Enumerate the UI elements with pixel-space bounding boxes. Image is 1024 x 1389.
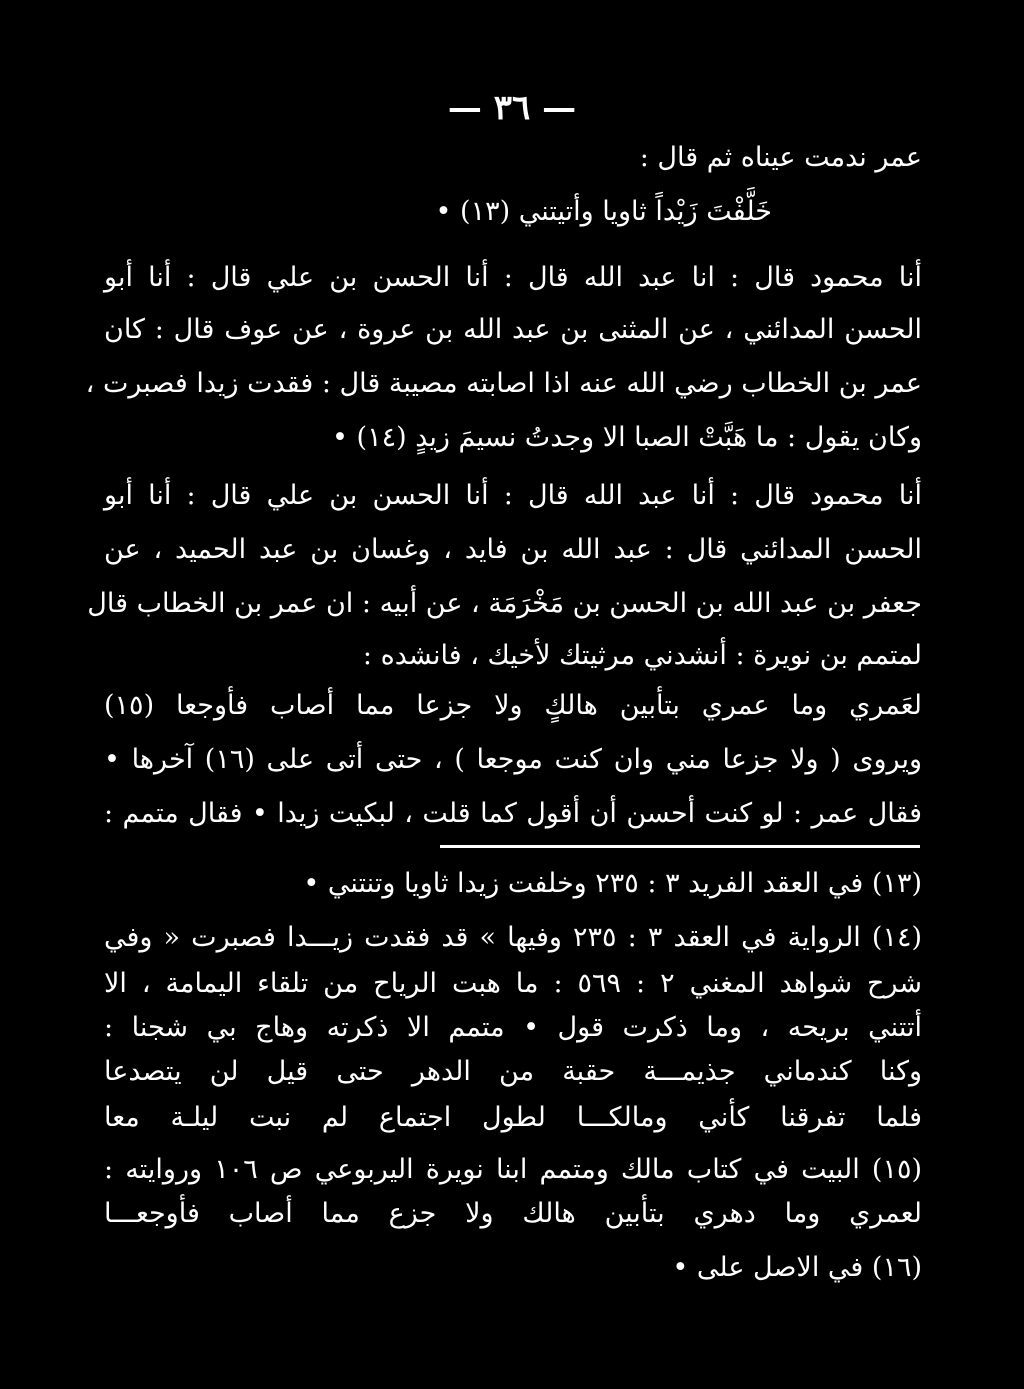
footnote-line: (١٦) في الاصل على • <box>672 1252 922 1283</box>
body-line: الحسن المدائني ، عن المثنى بن عبد الله بن عروة ، عن عوف قال : كان <box>104 314 922 345</box>
body-line: فقال عمر : لو كنت أحسن أن أقول كما قلت ، لبكيت زيدا • فقال متمم : <box>104 798 922 829</box>
footnote-line: شرح شواهد المغني ٢ : ٥٦٩ : ما هبت الرياح من تلقاء اليمامة ، الا <box>104 968 922 999</box>
footnote-divider <box>440 845 920 848</box>
body-line: أنا محمود قال : انا عبد الله قال : أنا الحسن بن علي قال : أنا أبو <box>104 262 922 293</box>
body-line: الحسن المدائني قال : عبد الله بن فايد ، وغسان بن عبد الحميد ، عن <box>104 534 922 565</box>
body-line: لمتمم بن نويرة : أنشدني مرثيتك لأخيك ، فانشده : <box>362 640 922 671</box>
body-line: عمر ندمت عيناه ثم قال : <box>639 142 922 173</box>
footnote-verse: لعمري وما دهري بتأبين هالك ولا جزع مما أصاب فأوجعـــا <box>104 1198 922 1229</box>
footnote-line: (١٣) في العقد الفريد ٣ : ٢٣٥ وخلفت زيدا ثاويا وتنتني • <box>303 868 922 899</box>
footnote-verse: فلما تفرقنا كأني ومالكـــا لطول اجتماع لم نبت ليلـة معا <box>104 1102 922 1133</box>
footnote-line: (١٥) البيت في كتاب مالك ومتمم ابنا نويرة اليربوعي ص ١٠٦ وروايته : <box>104 1154 922 1185</box>
page-number: — ٣٦ — <box>447 88 577 128</box>
footnote-line: (١٤) الرواية في العقد ٣ : ٢٣٥ وفيها » قد فقدت زيـــدا فصبرت « وفي <box>104 922 923 953</box>
body-line: جعفر بن عبد الله بن الحسن بن مَخْرَمَة ، عن أبيه : ان عمر بن الخطاب قال <box>87 588 922 619</box>
body-line: عمر بن الخطاب رضي الله عنه اذا اصابته مصيبة قال : فقدت زيدا فصبرت ، <box>85 368 922 399</box>
body-line: أنا محمود قال : أنا عبد الله قال : أنا الحسن بن علي قال : أنا أبو <box>104 480 922 511</box>
footnote-line: أتتني بريحه ، وما ذكرت قول • متمم الا ذكرته وهاج بي شجنا : <box>104 1012 922 1043</box>
body-line: وكان يقول : ما هَبَّتْ الصبا الا وجدتُ نسيمَ زيدٍ (١٤) • <box>332 422 922 453</box>
verse-line: خَلَّفْتَ زَيْداً ثاويا وأتيتني (١٣) • <box>435 196 772 227</box>
footnote-verse: وكنا كندماني جذيمـــة حقبة من الدهر حتى قيل لن يتصدعا <box>104 1056 922 1087</box>
body-line: ويروى ( ولا جزعا مني وان كنت موجعا ) ، حتى أتى على (١٦) آخرها • <box>104 744 922 775</box>
verse-line: لعَمري وما عمري بتأبين هالكٍ ولا جزعا مما أصاب فأوجعا (١٥) <box>104 690 922 721</box>
